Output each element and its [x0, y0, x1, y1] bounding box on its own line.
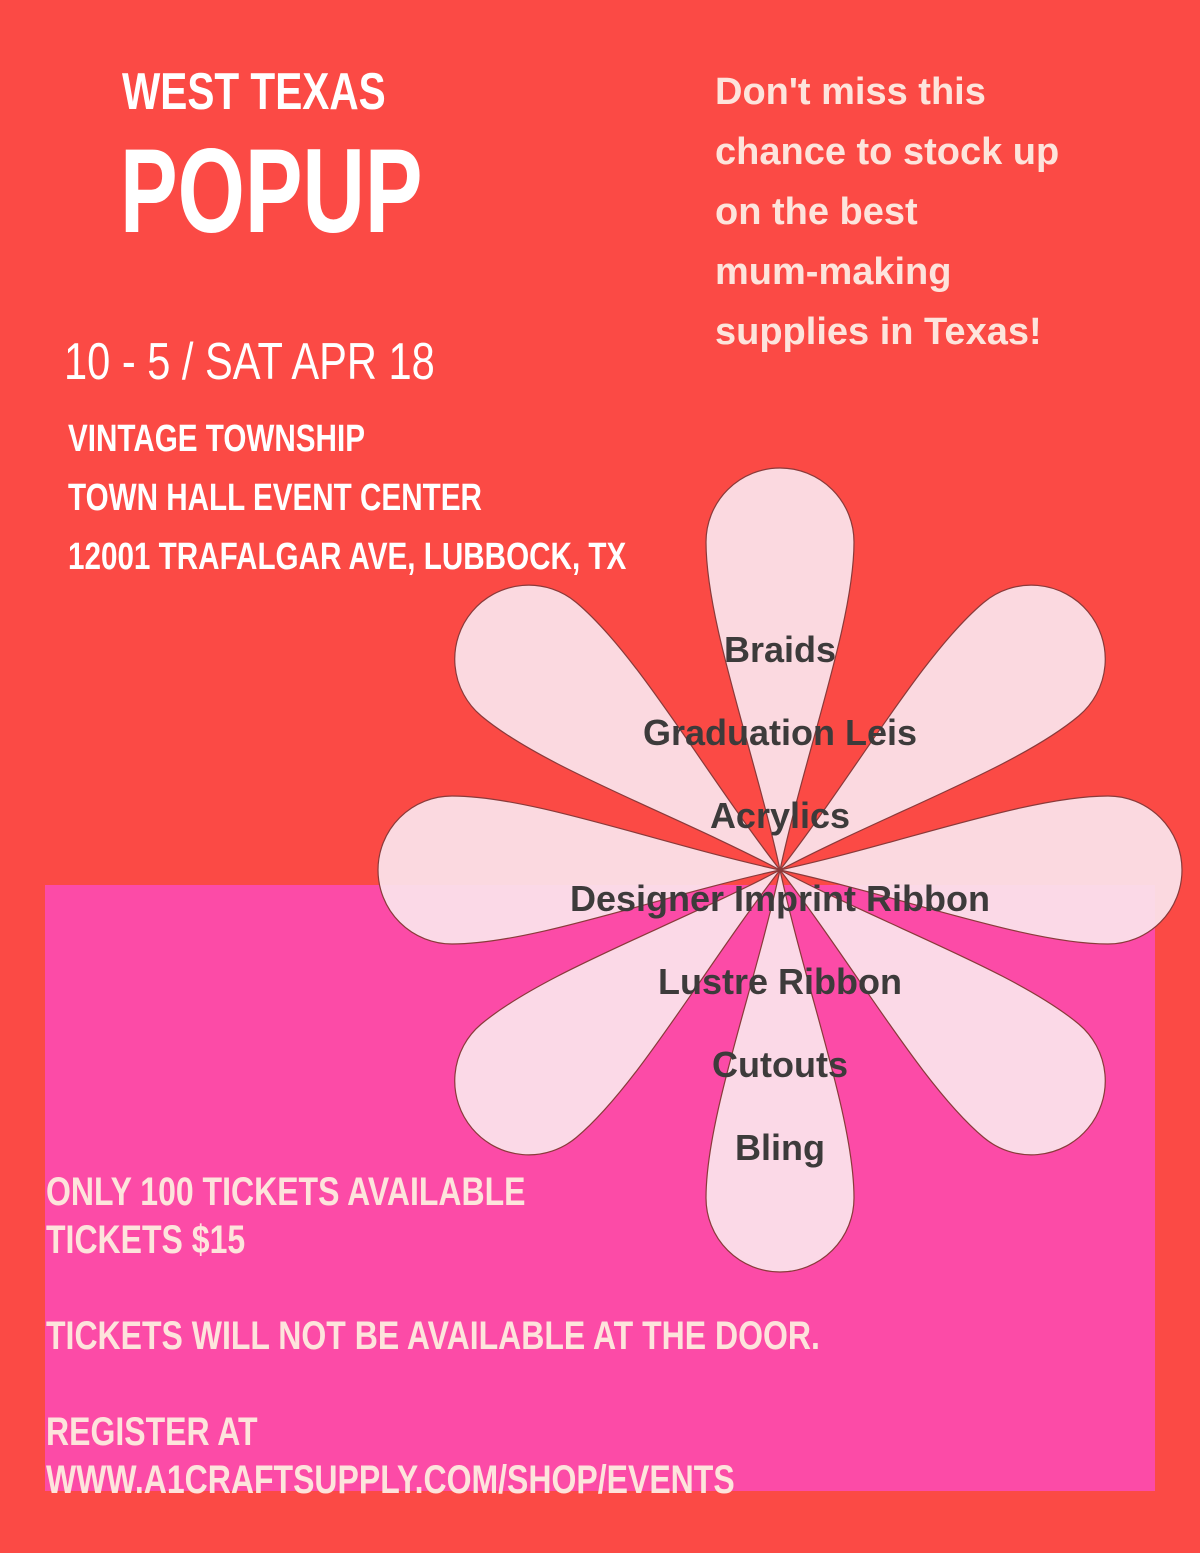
- title-west-texas: WEST TEXAS: [122, 63, 386, 121]
- tagline-line: Don't miss this: [715, 71, 986, 113]
- venue-hall: TOWN HALL EVENT CENTER: [68, 477, 482, 519]
- tagline-line: mum-making: [715, 251, 952, 293]
- supply-item: Graduation Leis: [642, 712, 918, 753]
- tickets-door-notice: TICKETS WILL NOT BE AVAILABLE AT THE DOOR.: [46, 1314, 820, 1358]
- event-venue: [68, 410, 626, 587]
- venue-address: 12001 TRAFALGAR AVE, LUBBOCK, TX: [68, 536, 627, 578]
- supply-item: Braids: [723, 629, 837, 670]
- tagline-line: chance to stock up: [715, 131, 1060, 173]
- tickets-availability: ONLY 100 TICKETS AVAILABLE: [46, 1170, 526, 1214]
- title-popup: POPUP: [120, 124, 423, 258]
- tagline-line: on the best: [715, 191, 918, 233]
- venue-name: VINTAGE TOWNSHIP: [68, 418, 365, 460]
- supply-item: Designer Imprint Ribbon: [569, 878, 990, 919]
- event-date-time: 10 - 5 / SAT APR 18: [64, 333, 435, 391]
- supply-item: Acrylics: [709, 795, 851, 836]
- tagline-line: supplies in Texas!: [715, 311, 1042, 353]
- supply-item: Bling: [735, 1127, 825, 1168]
- supply-item: Lustre Ribbon: [658, 961, 902, 1002]
- tagline: [715, 62, 1155, 362]
- tickets-price: TICKETS $15: [46, 1218, 246, 1262]
- register-label: REGISTER AT: [46, 1410, 258, 1454]
- tickets-info: [46, 1168, 820, 1504]
- register-url[interactable]: WWW.A1CRAFTSUPPLY.COM/SHOP/EVENTS: [46, 1458, 735, 1502]
- supplies-list: [480, 608, 1080, 1189]
- supply-item: Cutouts: [712, 1044, 848, 1085]
